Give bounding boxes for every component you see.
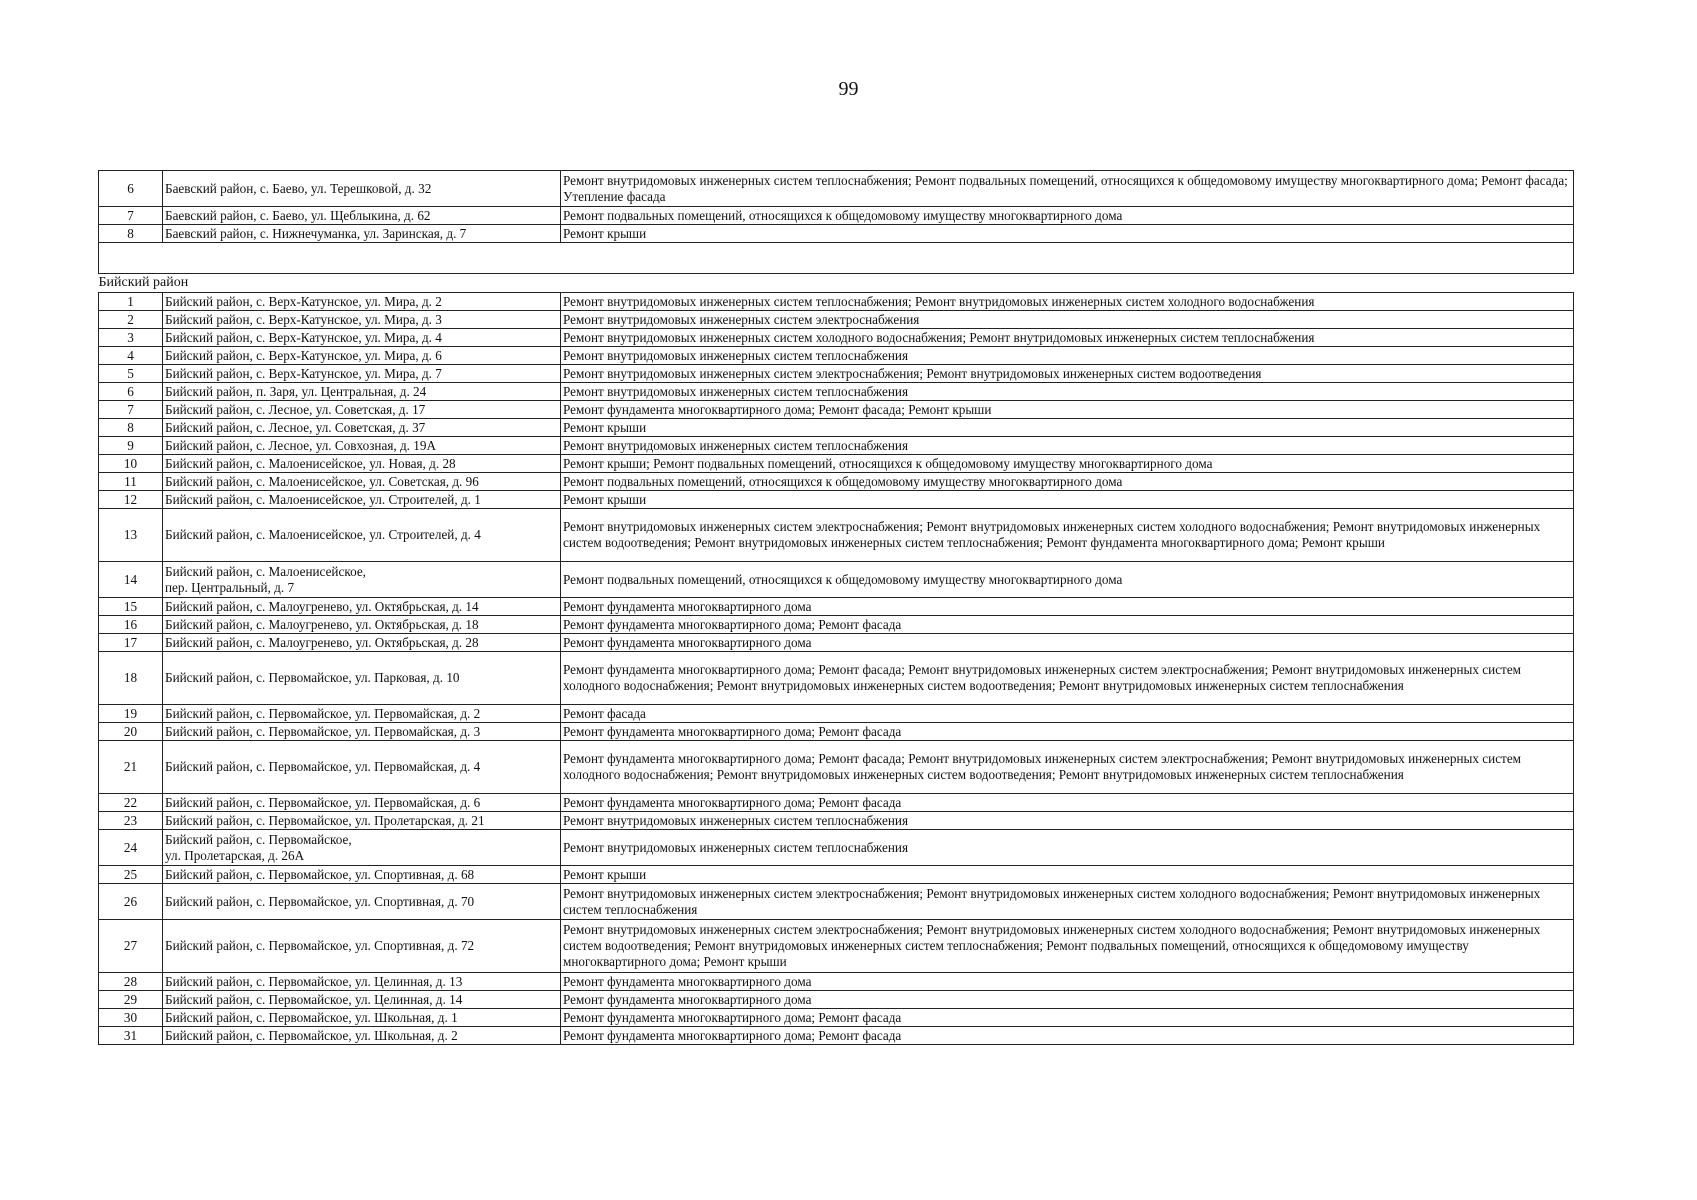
table-row bbox=[99, 419, 1574, 437]
row-number: 2 bbox=[99, 311, 163, 329]
repair-table bbox=[98, 170, 1574, 1045]
row-address: Бийский район, с. Лесное, ул. Совхозная, д. 19А bbox=[163, 437, 561, 455]
row-number: 12 bbox=[99, 491, 163, 509]
table-row bbox=[99, 311, 1574, 329]
row-address bbox=[163, 562, 561, 598]
row-work: Ремонт фундамента многоквартирного дома bbox=[561, 973, 1574, 991]
row-work: Ремонт фундамента многоквартирного дома bbox=[561, 598, 1574, 616]
row-number: 24 bbox=[99, 830, 163, 866]
row-number: 14 bbox=[99, 562, 163, 598]
row-number: 30 bbox=[99, 1009, 163, 1027]
row-number: 27 bbox=[99, 920, 163, 973]
table-row bbox=[99, 455, 1574, 473]
table-row bbox=[99, 991, 1574, 1009]
table-row bbox=[99, 347, 1574, 365]
table-row bbox=[99, 207, 1574, 225]
row-work: Ремонт фундамента многоквартирного дома; Ремонт фасада bbox=[561, 1009, 1574, 1027]
row-work: Ремонт фундамента многоквартирного дома; Ремонт фасада bbox=[561, 723, 1574, 741]
table-row bbox=[99, 705, 1574, 723]
row-work: Ремонт внутридомовых инженерных систем теплоснабжения bbox=[561, 437, 1574, 455]
row-work: Ремонт фундамента многоквартирного дома; Ремонт фасада bbox=[561, 794, 1574, 812]
row-address bbox=[163, 830, 561, 866]
row-number: 29 bbox=[99, 991, 163, 1009]
row-address: Бийский район, с. Первомайское, ул. Пролетарская, д. 21 bbox=[163, 812, 561, 830]
row-address: Бийский район, с. Первомайское, ул. Первомайская, д. 6 bbox=[163, 794, 561, 812]
row-number: 8 bbox=[99, 419, 163, 437]
row-number: 22 bbox=[99, 794, 163, 812]
section-title: Бийский район bbox=[99, 274, 1574, 293]
row-number: 10 bbox=[99, 455, 163, 473]
row-address: Баевский район, с. Баево, ул. Щеблыкина, д. 62 bbox=[163, 207, 561, 225]
row-address: Бийский район, с. Малоенисейское, ул. Новая, д. 28 bbox=[163, 455, 561, 473]
row-number: 3 bbox=[99, 329, 163, 347]
row-address: Бийский район, с. Первомайское, ул. Первомайская, д. 2 bbox=[163, 705, 561, 723]
table-row bbox=[99, 401, 1574, 419]
row-number: 16 bbox=[99, 616, 163, 634]
row-address: Бийский район, с. Первомайское, ул. Спортивная, д. 72 bbox=[163, 920, 561, 973]
table-row bbox=[99, 866, 1574, 884]
table-row bbox=[99, 920, 1574, 973]
table-row bbox=[99, 293, 1574, 311]
row-number: 4 bbox=[99, 347, 163, 365]
table-row bbox=[99, 491, 1574, 509]
row-address: Бийский район, с. Первомайское, ул. Спортивная, д. 68 bbox=[163, 866, 561, 884]
row-address: Бийский район, с. Малоугренево, ул. Октябрьская, д. 18 bbox=[163, 616, 561, 634]
row-address: Бийский район, с. Лесное, ул. Советская, д. 17 bbox=[163, 401, 561, 419]
row-work: Ремонт подвальных помещений, относящихся к общедомовому имуществу многоквартирного дома bbox=[561, 473, 1574, 491]
row-address-line: ул. Пролетарская, д. 26А bbox=[165, 847, 305, 863]
table-row bbox=[99, 884, 1574, 920]
table-row bbox=[99, 973, 1574, 991]
row-work: Ремонт внутридомовых инженерных систем электроснабжения; Ремонт внутридомовых инженерных систем холодного водоснабжения; Ремонт внутридомовых инженерных систем теплоснабжения bbox=[561, 884, 1574, 920]
table-row bbox=[99, 329, 1574, 347]
row-address: Бийский район, с. Малоугренево, ул. Октябрьская, д. 28 bbox=[163, 634, 561, 652]
row-work: Ремонт внутридомовых инженерных систем холодного водоснабжения; Ремонт внутридомовых инженерных систем теплоснабжения bbox=[561, 329, 1574, 347]
row-work: Ремонт внутридомовых инженерных систем теплоснабжения bbox=[561, 830, 1574, 866]
row-address: Бийский район, с. Первомайское, ул. Школьная, д. 2 bbox=[163, 1027, 561, 1045]
row-work: Ремонт крыши bbox=[561, 419, 1574, 437]
row-work: Ремонт крыши; Ремонт подвальных помещений, относящихся к общедомовому имуществу многоквартирного дома bbox=[561, 455, 1574, 473]
row-address: Бийский район, с. Верх-Катунское, ул. Мира, д. 3 bbox=[163, 311, 561, 329]
row-number: 6 bbox=[99, 383, 163, 401]
row-number: 21 bbox=[99, 741, 163, 794]
row-work: Ремонт подвальных помещений, относящихся к общедомовому имуществу многоквартирного дома bbox=[561, 207, 1574, 225]
row-work: Ремонт внутридомовых инженерных систем электроснабжения; Ремонт внутридомовых инженерных систем холодного водоснабжения; Ремонт внутридомовых инженерных систем водоотведения; Ремонт внутридомовых инженерных систем теплоснабжения; Ремонт подвальных помещений, относящихся к общедомовому имуществу многоквартирного дома; Ремонт крыши bbox=[561, 920, 1574, 973]
table-row bbox=[99, 562, 1574, 598]
district-rows bbox=[99, 293, 1574, 1045]
row-address: Баевский район, с. Нижнечуманка, ул. Заринская, д. 7 bbox=[163, 225, 561, 243]
row-work: Ремонт внутридомовых инженерных систем электроснабжения bbox=[561, 311, 1574, 329]
row-work: Ремонт фундамента многоквартирного дома; Ремонт фасада; Ремонт внутридомовых инженерных систем электроснабжения; Ремонт внутридомовых инженерных систем холодного водоснабжения; Ремонт внутридомовых инженерных систем водоотведения; Ремонт внутридомовых инженерных систем теплоснабжения bbox=[561, 741, 1574, 794]
table-row bbox=[99, 794, 1574, 812]
row-work: Ремонт фундамента многоквартирного дома bbox=[561, 634, 1574, 652]
row-address: Бийский район, с. Малоенисейское, ул. Строителей, д. 1 bbox=[163, 491, 561, 509]
section-header-row bbox=[99, 274, 1574, 293]
row-address-line: Бийский район, с. Первомайское, bbox=[165, 831, 352, 847]
row-number: 7 bbox=[99, 207, 163, 225]
table-row bbox=[99, 509, 1574, 562]
row-address: Бийский район, п. Заря, ул. Центральная, д. 24 bbox=[163, 383, 561, 401]
row-work: Ремонт внутридомовых инженерных систем теплоснабжения; Ремонт подвальных помещений, относящихся к общедомовому имуществу многоквартирного дома; Ремонт фасада; Утепление фасада bbox=[561, 171, 1574, 207]
table-row bbox=[99, 634, 1574, 652]
table-row bbox=[99, 225, 1574, 243]
table-row bbox=[99, 171, 1574, 207]
row-address: Бийский район, с. Верх-Катунское, ул. Мира, д. 7 bbox=[163, 365, 561, 383]
table-row bbox=[99, 365, 1574, 383]
row-work: Ремонт фундамента многоквартирного дома; Ремонт фасада; Ремонт крыши bbox=[561, 401, 1574, 419]
table-row bbox=[99, 812, 1574, 830]
row-address: Бийский район, с. Первомайское, ул. Целинная, д. 14 bbox=[163, 991, 561, 1009]
table-row bbox=[99, 652, 1574, 705]
row-number: 18 bbox=[99, 652, 163, 705]
table-row bbox=[99, 437, 1574, 455]
row-work: Ремонт крыши bbox=[561, 866, 1574, 884]
table-row bbox=[99, 383, 1574, 401]
row-address: Бийский район, с. Верх-Катунское, ул. Мира, д. 4 bbox=[163, 329, 561, 347]
table-row bbox=[99, 1027, 1574, 1045]
row-number: 26 bbox=[99, 884, 163, 920]
row-work: Ремонт фундамента многоквартирного дома; Ремонт фасада; Ремонт внутридомовых инженерных систем электроснабжения; Ремонт внутридомовых инженерных систем холодного водоснабжения; Ремонт внутридомовых инженерных систем водоотведения; Ремонт внутридомовых инженерных систем теплоснабжения bbox=[561, 652, 1574, 705]
table-row bbox=[99, 616, 1574, 634]
row-address: Баевский район, с. Баево, ул. Терешковой, д. 32 bbox=[163, 171, 561, 207]
row-number: 20 bbox=[99, 723, 163, 741]
row-number: 17 bbox=[99, 634, 163, 652]
table-row bbox=[99, 598, 1574, 616]
row-address: Бийский район, с. Первомайское, ул. Первомайская, д. 4 bbox=[163, 741, 561, 794]
row-address: Бийский район, с. Первомайское, ул. Спортивная, д. 70 bbox=[163, 884, 561, 920]
row-number: 9 bbox=[99, 437, 163, 455]
spacer-row bbox=[99, 243, 1574, 274]
table-row bbox=[99, 741, 1574, 794]
row-number: 5 bbox=[99, 365, 163, 383]
row-work: Ремонт крыши bbox=[561, 225, 1574, 243]
row-work: Ремонт внутридомовых инженерных систем теплоснабжения bbox=[561, 812, 1574, 830]
table-row bbox=[99, 830, 1574, 866]
row-work: Ремонт фундамента многоквартирного дома; Ремонт фасада bbox=[561, 616, 1574, 634]
row-number: 1 bbox=[99, 293, 163, 311]
row-address: Бийский район, с. Первомайское, ул. Школьная, д. 1 bbox=[163, 1009, 561, 1027]
row-number: 7 bbox=[99, 401, 163, 419]
row-number: 15 bbox=[99, 598, 163, 616]
table-row bbox=[99, 473, 1574, 491]
row-work: Ремонт крыши bbox=[561, 491, 1574, 509]
row-work: Ремонт подвальных помещений, относящихся к общедомовому имуществу многоквартирного дома bbox=[561, 562, 1574, 598]
row-number: 23 bbox=[99, 812, 163, 830]
row-work: Ремонт внутридомовых инженерных систем электроснабжения; Ремонт внутридомовых инженерных систем водоотведения bbox=[561, 365, 1574, 383]
row-number: 25 bbox=[99, 866, 163, 884]
row-address: Бийский район, с. Малоенисейское, ул. Строителей, д. 4 bbox=[163, 509, 561, 562]
row-address-line: Бийский район, с. Малоенисейское, bbox=[165, 563, 366, 579]
row-address: Бийский район, с. Малоугренево, ул. Октябрьская, д. 14 bbox=[163, 598, 561, 616]
row-address: Бийский район, с. Верх-Катунское, ул. Мира, д. 2 bbox=[163, 293, 561, 311]
row-work: Ремонт фасада bbox=[561, 705, 1574, 723]
row-number: 11 bbox=[99, 473, 163, 491]
row-work: Ремонт внутридомовых инженерных систем теплоснабжения; Ремонт внутридомовых инженерных систем холодного водоснабжения bbox=[561, 293, 1574, 311]
page-number: 99 bbox=[838, 78, 859, 100]
row-address: Бийский район, с. Первомайское, ул. Первомайская, д. 3 bbox=[163, 723, 561, 741]
row-work: Ремонт внутридомовых инженерных систем теплоснабжения bbox=[561, 383, 1574, 401]
row-number: 8 bbox=[99, 225, 163, 243]
row-number: 28 bbox=[99, 973, 163, 991]
table-row bbox=[99, 723, 1574, 741]
row-number: 31 bbox=[99, 1027, 163, 1045]
row-address: Бийский район, с. Малоенисейское, ул. Советская, д. 96 bbox=[163, 473, 561, 491]
row-work: Ремонт фундамента многоквартирного дома; Ремонт фасада bbox=[561, 1027, 1574, 1045]
row-address-line: пер. Центральный, д. 7 bbox=[165, 579, 295, 595]
row-address: Бийский район, с. Верх-Катунское, ул. Мира, д. 6 bbox=[163, 347, 561, 365]
row-number: 13 bbox=[99, 509, 163, 562]
row-work: Ремонт внутридомовых инженерных систем теплоснабжения bbox=[561, 347, 1574, 365]
row-address: Бийский район, с. Первомайское, ул. Целинная, д. 13 bbox=[163, 973, 561, 991]
spacer-cell bbox=[99, 243, 1574, 274]
row-address: Бийский район, с. Лесное, ул. Советская, д. 37 bbox=[163, 419, 561, 437]
row-work: Ремонт фундамента многоквартирного дома bbox=[561, 991, 1574, 1009]
row-address: Бийский район, с. Первомайское, ул. Парковая, д. 10 bbox=[163, 652, 561, 705]
table-row bbox=[99, 1009, 1574, 1027]
row-number: 19 bbox=[99, 705, 163, 723]
row-work: Ремонт внутридомовых инженерных систем электроснабжения; Ремонт внутридомовых инженерных систем холодного водоснабжения; Ремонт внутридомовых инженерных систем водоотведения; Ремонт внутридомовых инженерных систем теплоснабжения; Ремонт фундамента многоквартирного дома; Ремонт крыши bbox=[561, 509, 1574, 562]
row-number: 6 bbox=[99, 171, 163, 207]
